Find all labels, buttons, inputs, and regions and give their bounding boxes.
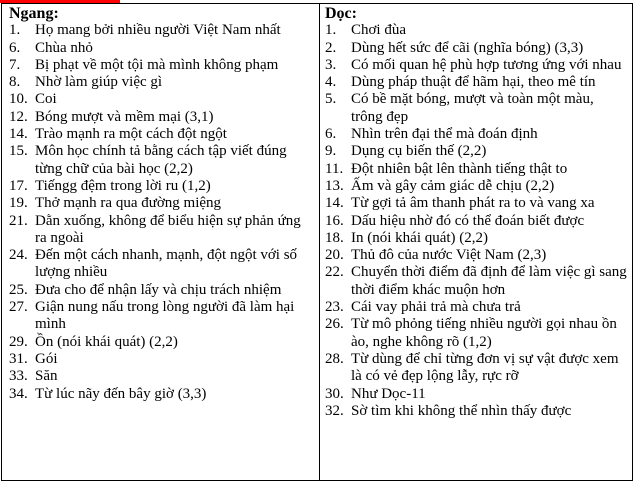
across-clue-item (9, 109, 315, 126)
clue-text: Ồn (nói khái quát) (2,2) (35, 333, 178, 350)
clue-text: Giận nung nấu trong lòng người đã làm hại mình (35, 299, 295, 333)
clue-text: Từ lúc nãy đến bây giờ (3,3) (35, 385, 207, 402)
clue-number: 24. (9, 247, 28, 264)
across-clues-column (9, 5, 315, 403)
clue-text: Chơi đùa (351, 22, 407, 39)
clue-number: 5. (325, 91, 337, 108)
clue-text: Như Dọc-11 (351, 385, 426, 402)
across-heading: Ngang: (9, 5, 59, 22)
clue-text: Bị phạt về một tội mà mình không phạm (35, 56, 279, 73)
clue-text: Chùa nhỏ (35, 39, 93, 56)
down-clues-column (325, 5, 629, 420)
down-clue-item (325, 264, 629, 299)
across-clue-item (9, 368, 315, 385)
clue-number: 21. (9, 212, 28, 229)
down-clue-item (325, 247, 629, 264)
clue-number: 33. (9, 368, 28, 385)
clue-number: 34. (9, 385, 28, 402)
clue-text: Dùng hết sức để cãi (nghĩa bóng) (3,3) (351, 39, 584, 56)
clue-text: Họ mang bởi nhiều người Việt Nam nhất (35, 22, 281, 39)
clue-text: Cái vay phải trả mà chưa trả (351, 299, 521, 316)
across-clue-item (9, 143, 315, 178)
down-clue-item (325, 230, 629, 247)
clue-text: In (nói khái quát) (2,2) (351, 229, 489, 246)
across-clue-item (9, 74, 315, 91)
across-clue-item (9, 178, 315, 195)
clue-number: 14. (325, 195, 344, 212)
clue-text: Từ gợi tả âm thanh phát ra to và vang xa (351, 195, 595, 212)
down-clue-item (325, 74, 629, 91)
clue-text: Đưa cho để nhận lấy và chịu trách nhiệm (35, 281, 282, 298)
clue-text: Sờ tìm khi không thể nhìn thấy được (351, 402, 572, 419)
clue-number: 23. (325, 299, 344, 316)
clue-number: 29. (9, 333, 28, 350)
down-clue-item (325, 91, 629, 126)
clue-text: Bóng mượt và mềm mại (3,1) (35, 108, 214, 125)
clue-number: 15. (9, 143, 28, 160)
clue-text: Chuyển thời điểm đã định để làm việc gì sang thời điểm khác muộn hơn (351, 264, 627, 298)
clue-text: Nhìn trên đại thể mà đoán định (351, 126, 538, 143)
clue-text: Săn (35, 368, 58, 385)
across-clue-item (9, 299, 315, 334)
clue-number: 10. (9, 91, 28, 108)
clue-number: 7. (9, 56, 21, 73)
down-clue-item (325, 126, 629, 143)
across-clue-item (9, 126, 315, 143)
clue-number: 20. (325, 247, 344, 264)
clue-text: Coi (35, 91, 57, 108)
clue-number: 1. (325, 22, 337, 39)
clue-number: 19. (9, 195, 28, 212)
across-clue-item (9, 351, 315, 368)
across-clue-item (9, 334, 315, 351)
clue-text: Có mối quan hệ phù hợp tương ứng với nhau (351, 56, 622, 73)
down-clue-item (325, 386, 629, 403)
across-clue-item (9, 213, 315, 248)
down-clue-item (325, 213, 629, 230)
clue-number: 28. (325, 350, 344, 367)
clue-number: 27. (9, 299, 28, 316)
clue-number: 32. (325, 402, 344, 419)
clue-text: Dấu hiệu nhờ đó có thể đoán biết được (351, 212, 585, 229)
down-clue-item (325, 22, 629, 39)
across-clue-item (9, 195, 315, 212)
clue-text: Dằn xuống, không để biểu hiện sự phản ứng ra ngoài (35, 212, 301, 246)
down-clue-item (325, 195, 629, 212)
down-clue-item (325, 351, 629, 386)
clue-text: Tiếngg đệm trong lời ru (1,2) (35, 177, 211, 194)
clue-number: 9. (325, 143, 337, 160)
across-clue-list (9, 22, 315, 403)
across-clue-item (9, 386, 315, 403)
down-clue-item (325, 403, 629, 420)
clue-text: Từ dùng để chỉ từng đơn vị sự vật được xem là có vẻ đẹp lộng lẫy, rực rỡ (351, 350, 619, 385)
clue-number: 13. (325, 177, 344, 194)
clue-number: 26. (325, 316, 344, 333)
down-clue-item (325, 40, 629, 57)
clue-number: 22. (325, 264, 344, 281)
down-clue-item (325, 299, 629, 316)
down-clue-item (325, 161, 629, 178)
clue-text: Có bề mặt bóng, mượt và toàn một màu, trông đẹp (351, 91, 594, 125)
clue-text: Gói (35, 350, 58, 367)
clue-text: Dụng cụ biến thế (2,2) (351, 143, 487, 160)
clue-text: Nhờ làm giúp việc gì (35, 74, 163, 91)
clue-number: 11. (325, 160, 344, 177)
across-clue-item (9, 247, 315, 282)
column-divider (319, 3, 320, 481)
clue-text: Dùng pháp thuật để hãm hại, theo mê tín (351, 74, 596, 91)
clue-number: 14. (9, 126, 28, 143)
clue-number: 17. (9, 177, 28, 194)
clue-number: 31. (9, 350, 28, 367)
down-clue-item (325, 143, 629, 160)
clue-number: 6. (9, 39, 21, 56)
clue-text: Thở mạnh ra qua đường miệng (35, 195, 222, 212)
clue-number: 4. (325, 74, 337, 91)
down-heading: Dọc: (325, 5, 357, 22)
down-clue-item (325, 57, 629, 74)
clue-number: 25. (9, 281, 28, 298)
down-clue-list (325, 22, 629, 420)
clue-text: Từ mô phỏng tiếng nhiều người gọi nhau ồn ào, nghe không rõ (1,2) (351, 316, 617, 350)
clue-text: Môn học chính tả bằng cách tập viết đúng từng chữ của bài học (2,2) (35, 143, 287, 177)
across-clue-item (9, 282, 315, 299)
down-clue-item (325, 178, 629, 195)
clue-text: Trào mạnh ra một cách đột ngột (35, 126, 227, 143)
clue-number: 1. (9, 22, 21, 39)
across-clue-item (9, 57, 315, 74)
clue-number: 12. (9, 108, 28, 125)
clue-number: 2. (325, 39, 337, 56)
down-clue-item (325, 316, 629, 351)
clue-text: Ấm và gây cảm giác dễ chịu (2,2) (351, 177, 555, 194)
clue-number: 18. (325, 229, 344, 246)
clue-text: Thủ đô của nước Việt Nam (2,3) (351, 247, 547, 264)
clue-text: Đột nhiên bật lên thành tiếng thật to (351, 160, 568, 177)
clue-number: 8. (9, 74, 21, 91)
across-clue-item (9, 22, 315, 39)
clue-number: 30. (325, 385, 344, 402)
clue-number: 6. (325, 126, 337, 143)
clue-number: 3. (325, 56, 337, 73)
across-clue-item (9, 40, 315, 57)
clue-text: Đến một cách nhanh, mạnh, đột ngột với số lượng nhiều (35, 247, 298, 281)
across-clue-item (9, 91, 315, 108)
clue-number: 16. (325, 212, 344, 229)
